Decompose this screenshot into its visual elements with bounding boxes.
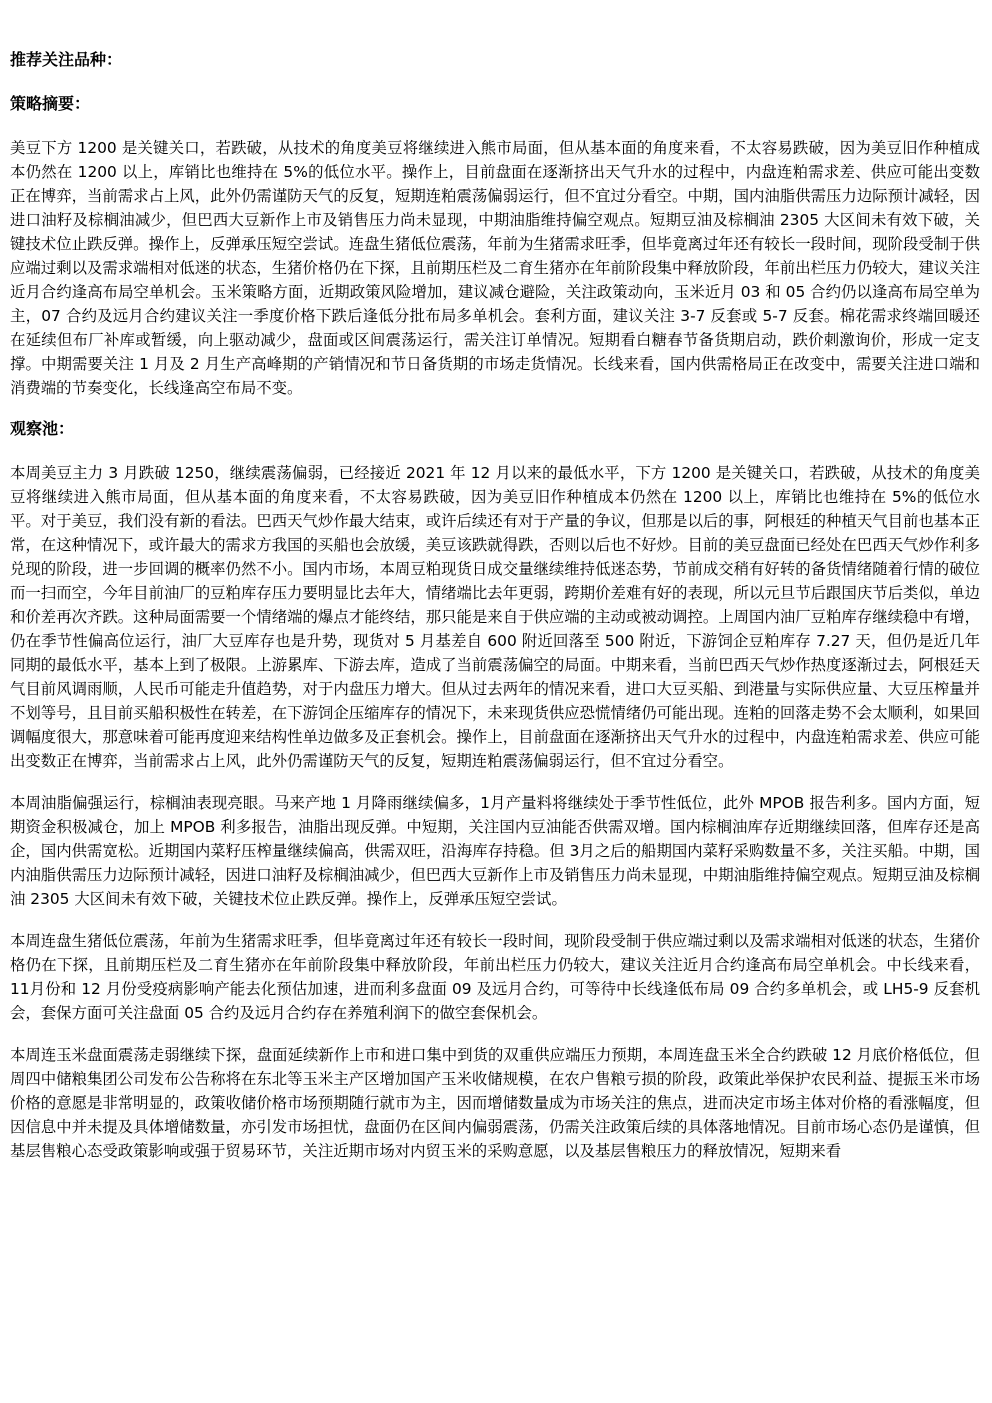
strategy-summary-paragraph: 美豆下方 1200 是关键关口，若跌破，从技术的角度美豆将继续进入熊市局面，但从基本面的角度来看，不太容易跌破，因为美豆旧作种植成本仍然在 1200 以上，库销比也维持在 5%的低位水平。操作上，目前盘面在逐渐挤出天气升水的过程中，内盘连粕需求差、供应可能出变数正在博弈，当前需求占上风，此外仍需谨防天气的反复，短期连粕震荡偏弱运行，但不宜过分看空。中期，国内油脂供需压力边际预计减轻，因进口油籽及棕榈油减少，但巴西大豆新作上市及销售压力尚未显现，中期油脂维持偏空观点。短期豆油及棕榈油 2305 大区间未有效下破，关键技术位止跌反弹。操作上，反弹承压短空尝试。连盘生猪低位震荡，年前为生猪需求旺季，但毕竟离过年还有较长一段时间，现阶段受制于供应端过剩以及需求端相对低迷的状态，生猪价格仍在下探，且前期压栏及二育生猪亦在年前阶段集中释放阶段，年前出栏压力仍较大，建议关注近月合约逢高布局空单机会。玉米策略方面，近期政策风险增加，建议减仓避险，关注政策动向，玉米近月 03 和 05 合约仍以逢高布局空单为主，07 合约及远月合约建议关注一季度价格下跌后逢低分批布局多单机会。套利方面，建议关注 3-7 反套或 5-7 反套。棉花需求终端回暖还在延续但布厂补库或暂缓，向上驱动减少，盘面或区间震荡运行，需关注订单情况。短期看白糖春节备货期启动，跌价刺激询价，形成一定支撑。中期需要关注 1 月及 2 月生产高峰期的产销情况和节日备货期的市场走货情况。长线来看，国内供需格局正在改变中，需要关注进口端和消费端的节奏变化，长线逢高空布局不变。 <box>10 139 980 397</box>
report-page <box>10 48 980 1163</box>
watch-pool-heading: 观察池： <box>10 419 75 438</box>
strategy-heading: 策略摘要： <box>10 94 91 113</box>
recommended-heading: 推荐关注品种： <box>10 50 123 69</box>
soybean-paragraph: 本周美豆主力 3 月跌破 1250，继续震荡偏弱，已经接近 2021 年 12 月以来的最低水平，下方 1200 是关键关口，若跌破，从技术的角度美豆将继续进入熊市局面，但从基本面的角度来看，不太容易跌破，因为美豆旧作种植成本仍然在 1200 以上，库销比也维持在 5%的低位水平。对于美豆，我们没有新的看法。巴西天气炒作最大结束，或许后续还有对于产量的争议，但那是以后的事，阿根廷的种植天气目前也基本正常，在这种情况下，或许最大的需求方我国的买船也会放缓，美豆该跌就得跌，否则以后也不好炒。目前的美豆盘面已经处在巴西天气炒作利多兑现的阶段，进一步回调的概率仍然不小。国内市场，本周豆粕现货日成交量继续维持低迷态势，节前成交稍有好转的备货情绪随着行情的破位而一扫而空，今年目前油厂的豆粕库存压力要明显比去年大，情绪端比去年更弱，跨期价差难有好的表现，所以元旦节后跟国庆节后类似，单边和价差再次齐跌。这种局面需要一个情绪端的爆点才能终结，那只能是来自于供应端的主动或被动调控。上周国内油厂豆粕库存继续稳中有增，仍在季节性偏高位运行，油厂大豆库存也是升势，现货对 5 月基差自 600 附近回落至 500 附近，下游饲企豆粕库存 7.27 天，但仍是近几年同期的最低水平，基本上到了极限。上游累库、下游去库，造成了当前震荡偏空的局面。中期来看，当前巴西天气炒作热度逐渐过去，阿根廷天气目前风调雨顺，人民币可能走升值趋势，对于内盘压力增大。但从过去两年的情况来看，进口大豆买船、到港量与实际供应量、大豆压榨量并不划等号，且目前买船积极性在转差，在下游饲企压缩库存的情况下，未来现货供应恐慌情绪仍可能出现。连粕的回落走势不会太顺利，如果回调幅度很大，那意味着可能再度迎来结构性单边做多及正套机会。操作上，目前盘面在逐渐挤出天气升水的过程中，内盘连粕需求差、供应可能出变数正在博弈，当前需求占上风，此外仍需谨防天气的反复，短期连粕震荡偏弱运行，但不宜过分看空。 <box>10 464 980 770</box>
oils-paragraph: 本周油脂偏强运行，棕榈油表现亮眼。马来产地 1 月降雨继续偏多，1月产量料将继续处于季节性低位，此外 MPOB 报告利多。国内方面，短期资金积极减仓，加上 MPOB 利多报告，油脂出现反弹。中短期，关注国内豆油能否供需双增。国内棕榈油库存近期继续回落，但库存还是高企，国内供需宽松。近期国内菜籽压榨量继续偏高，供需双旺，沿海库存持稳。但 3月之后的船期国内菜籽采购数量不多，关注买船。中期，国内油脂供需压力边际预计减轻，因进口油籽及棕榈油减少，但巴西大豆新作上市及销售压力尚未显现，中期油脂维持偏空观点。短期豆油及棕榈油 2305 大区间未有效下破，关键技术位止跌反弹。操作上，反弹承压短空尝试。 <box>10 794 980 908</box>
hogs-paragraph: 本周连盘生猪低位震荡，年前为生猪需求旺季，但毕竟离过年还有较长一段时间，现阶段受制于供应端过剩以及需求端相对低迷的状态，生猪价格仍在下探，且前期压栏及二育生猪亦在年前阶段集中释放阶段，年前出栏压力仍较大，建议关注近月合约逢高布局空单机会。中长线来看，11月份和 12 月份受疫病影响产能去化预估加速，进而利多盘面 09 及远月合约，可等待中长线逢低布局 09 合约多单机会，或 LH5-9 反套机会，套保方面可关注盘面 05 合约及远月合约存在养殖利润下的做空套保机会。 <box>10 932 980 1022</box>
corn-paragraph: 本周连玉米盘面震荡走弱继续下探，盘面延续新作上市和进口集中到货的双重供应端压力预期，本周连盘玉米全合约跌破 12 月底价格低位，但周四中储粮集团公司发布公告称将在东北等玉米主产区增加国产玉米收储规模，在农户售粮亏损的阶段，政策此举保护农民利益、提振玉米市场价格的意愿是非常明显的，政策收储价格市场预期随行就市为主，因而增储数量成为市场关注的焦点，进而决定市场主体对价格的看涨幅度，但因信息中并未提及具体增储数量，亦引发市场担忧，盘面仍在区间内偏弱震荡，仍需关注政策后续的具体落地情况。目前市场心态仍是谨慎，但基层售粮心态受政策影响或强于贸易环节，关注近期市场对内贸玉米的采购意愿，以及基层售粮压力的释放情况，短期来看 <box>10 1046 980 1160</box>
